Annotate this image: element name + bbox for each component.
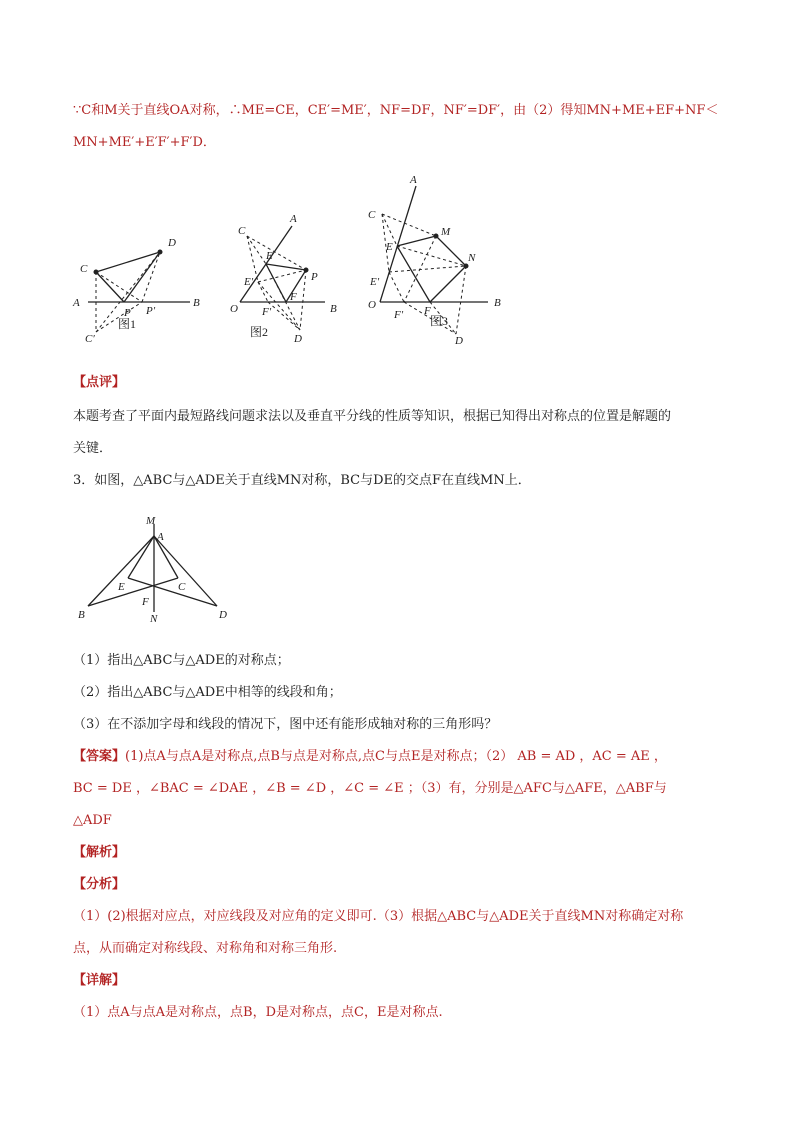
fig3-label-e: E <box>386 241 393 253</box>
detail-heading: 【详解】 <box>73 973 126 988</box>
review-text-1: 本题考查了平面内最短路线问题求法以及垂直平分线的性质等知识，根据已知得出对称点的位置是解题的 <box>73 409 672 424</box>
q3-label-b: B <box>78 609 85 621</box>
question-3-stem: 3．如图，△ABC与△ADE关于直线MN对称，BC与DE的交点F在直线MN上． <box>73 473 531 488</box>
solution-line-1: ∵C和M关于直线OA对称，∴ME=CE，CE′=ME′，NF=DF，NF′=DF′，由（2）得知MN+ME+EF+NF＜ <box>73 103 719 118</box>
fig2-label-fp: F′ <box>262 306 272 318</box>
fig3-label-d: D <box>455 335 463 347</box>
fig1-label-a: A <box>73 297 80 309</box>
question-3-part-3: （3）在不添加字母和线段的情况下，图中还有能形成轴对称的三角形吗？ <box>73 717 498 732</box>
fig3-label-b: B <box>494 297 501 309</box>
fig1-label-pp: P′ <box>146 305 156 317</box>
q3-label-c: C <box>178 581 186 593</box>
fig3-label-m: M <box>441 226 451 238</box>
fig1-label-p: P <box>124 307 131 319</box>
answer-heading: 【答案】 <box>73 749 126 764</box>
fig2-label-a: A <box>290 213 297 225</box>
fig2-label-ep: E′ <box>244 276 254 288</box>
detail-text-1: （1）点A与点A是对称点，点B，D是对称点，点C，E是对称点. <box>73 1005 443 1020</box>
fig2-label-d: D <box>294 333 302 345</box>
fig3-label-fp: F′ <box>394 309 404 321</box>
fig2-caption: 图2 <box>250 325 269 339</box>
fenxi-heading: 【分析】 <box>73 877 126 892</box>
analysis-heading: 【解析】 <box>73 845 126 860</box>
fig3-label-f: F <box>424 305 431 317</box>
solution-line-2: MN+ME′+E′F′+F′D． <box>73 135 216 150</box>
fig1-label-c: C <box>80 263 88 275</box>
answer-line-1 <box>73 748 667 766</box>
answer-line-2: BC = DE ，∠BAC = ∠DAE ，∠B = ∠D ，∠C = ∠E ；（3）有，分别是△AFC与△AFE，△ABF与 <box>73 781 667 796</box>
fig2-label-o: O <box>230 303 238 315</box>
fig2-label-e: E <box>266 250 273 262</box>
q3-label-m: M <box>146 515 156 527</box>
q3-label-a: A <box>157 531 164 543</box>
fig2-label-p: P <box>311 271 318 283</box>
q3-label-f: F <box>142 596 149 608</box>
fig2-label-c: C <box>238 225 246 237</box>
fig3-label-n: N <box>468 252 476 264</box>
q3-label-d: D <box>219 609 227 621</box>
answer-text-1: (1)点A与点A是对称点,点B与点是对称点,点C与点E是对称点；（2） AB = AD ，AC = AE ， <box>125 749 667 764</box>
fenxi-text-1: （1）(2)根据对应点，对应线段及对应角的定义即可.（3）根据△ABC与△ADE关于直线MN对称确定对称 <box>73 909 684 924</box>
fig3-label-ep: E′ <box>370 276 380 288</box>
fig3-label-c: C <box>368 209 376 221</box>
review-heading: 【点评】 <box>73 375 126 390</box>
question-3-part-1: （1）指出△ABC与△ADE的对称点； <box>73 653 290 668</box>
fenxi-text-2: 点，从而确定对称线段、对称角和对称三角形. <box>73 941 338 956</box>
question-3-part-2: （2）指出△ABC与△ADE中相等的线段和角； <box>73 685 342 700</box>
review-text-2: 关键． <box>73 441 113 456</box>
fig2-label-f: F <box>290 291 297 303</box>
fig1-label-cp: C′ <box>85 333 95 345</box>
fig3-label-o: O <box>368 299 376 311</box>
q3-label-n: N <box>150 613 158 625</box>
fig1-caption: 图1 <box>118 317 137 331</box>
q3-label-e: E <box>118 581 125 593</box>
fig3-label-a: A <box>410 174 417 186</box>
fig1-label-d: D <box>168 237 176 249</box>
fig1-label-b: B <box>193 297 200 309</box>
fig2-label-b: B <box>330 303 337 315</box>
fig3-caption: 图3 <box>430 314 449 328</box>
answer-line-3: △ADF <box>73 813 112 828</box>
